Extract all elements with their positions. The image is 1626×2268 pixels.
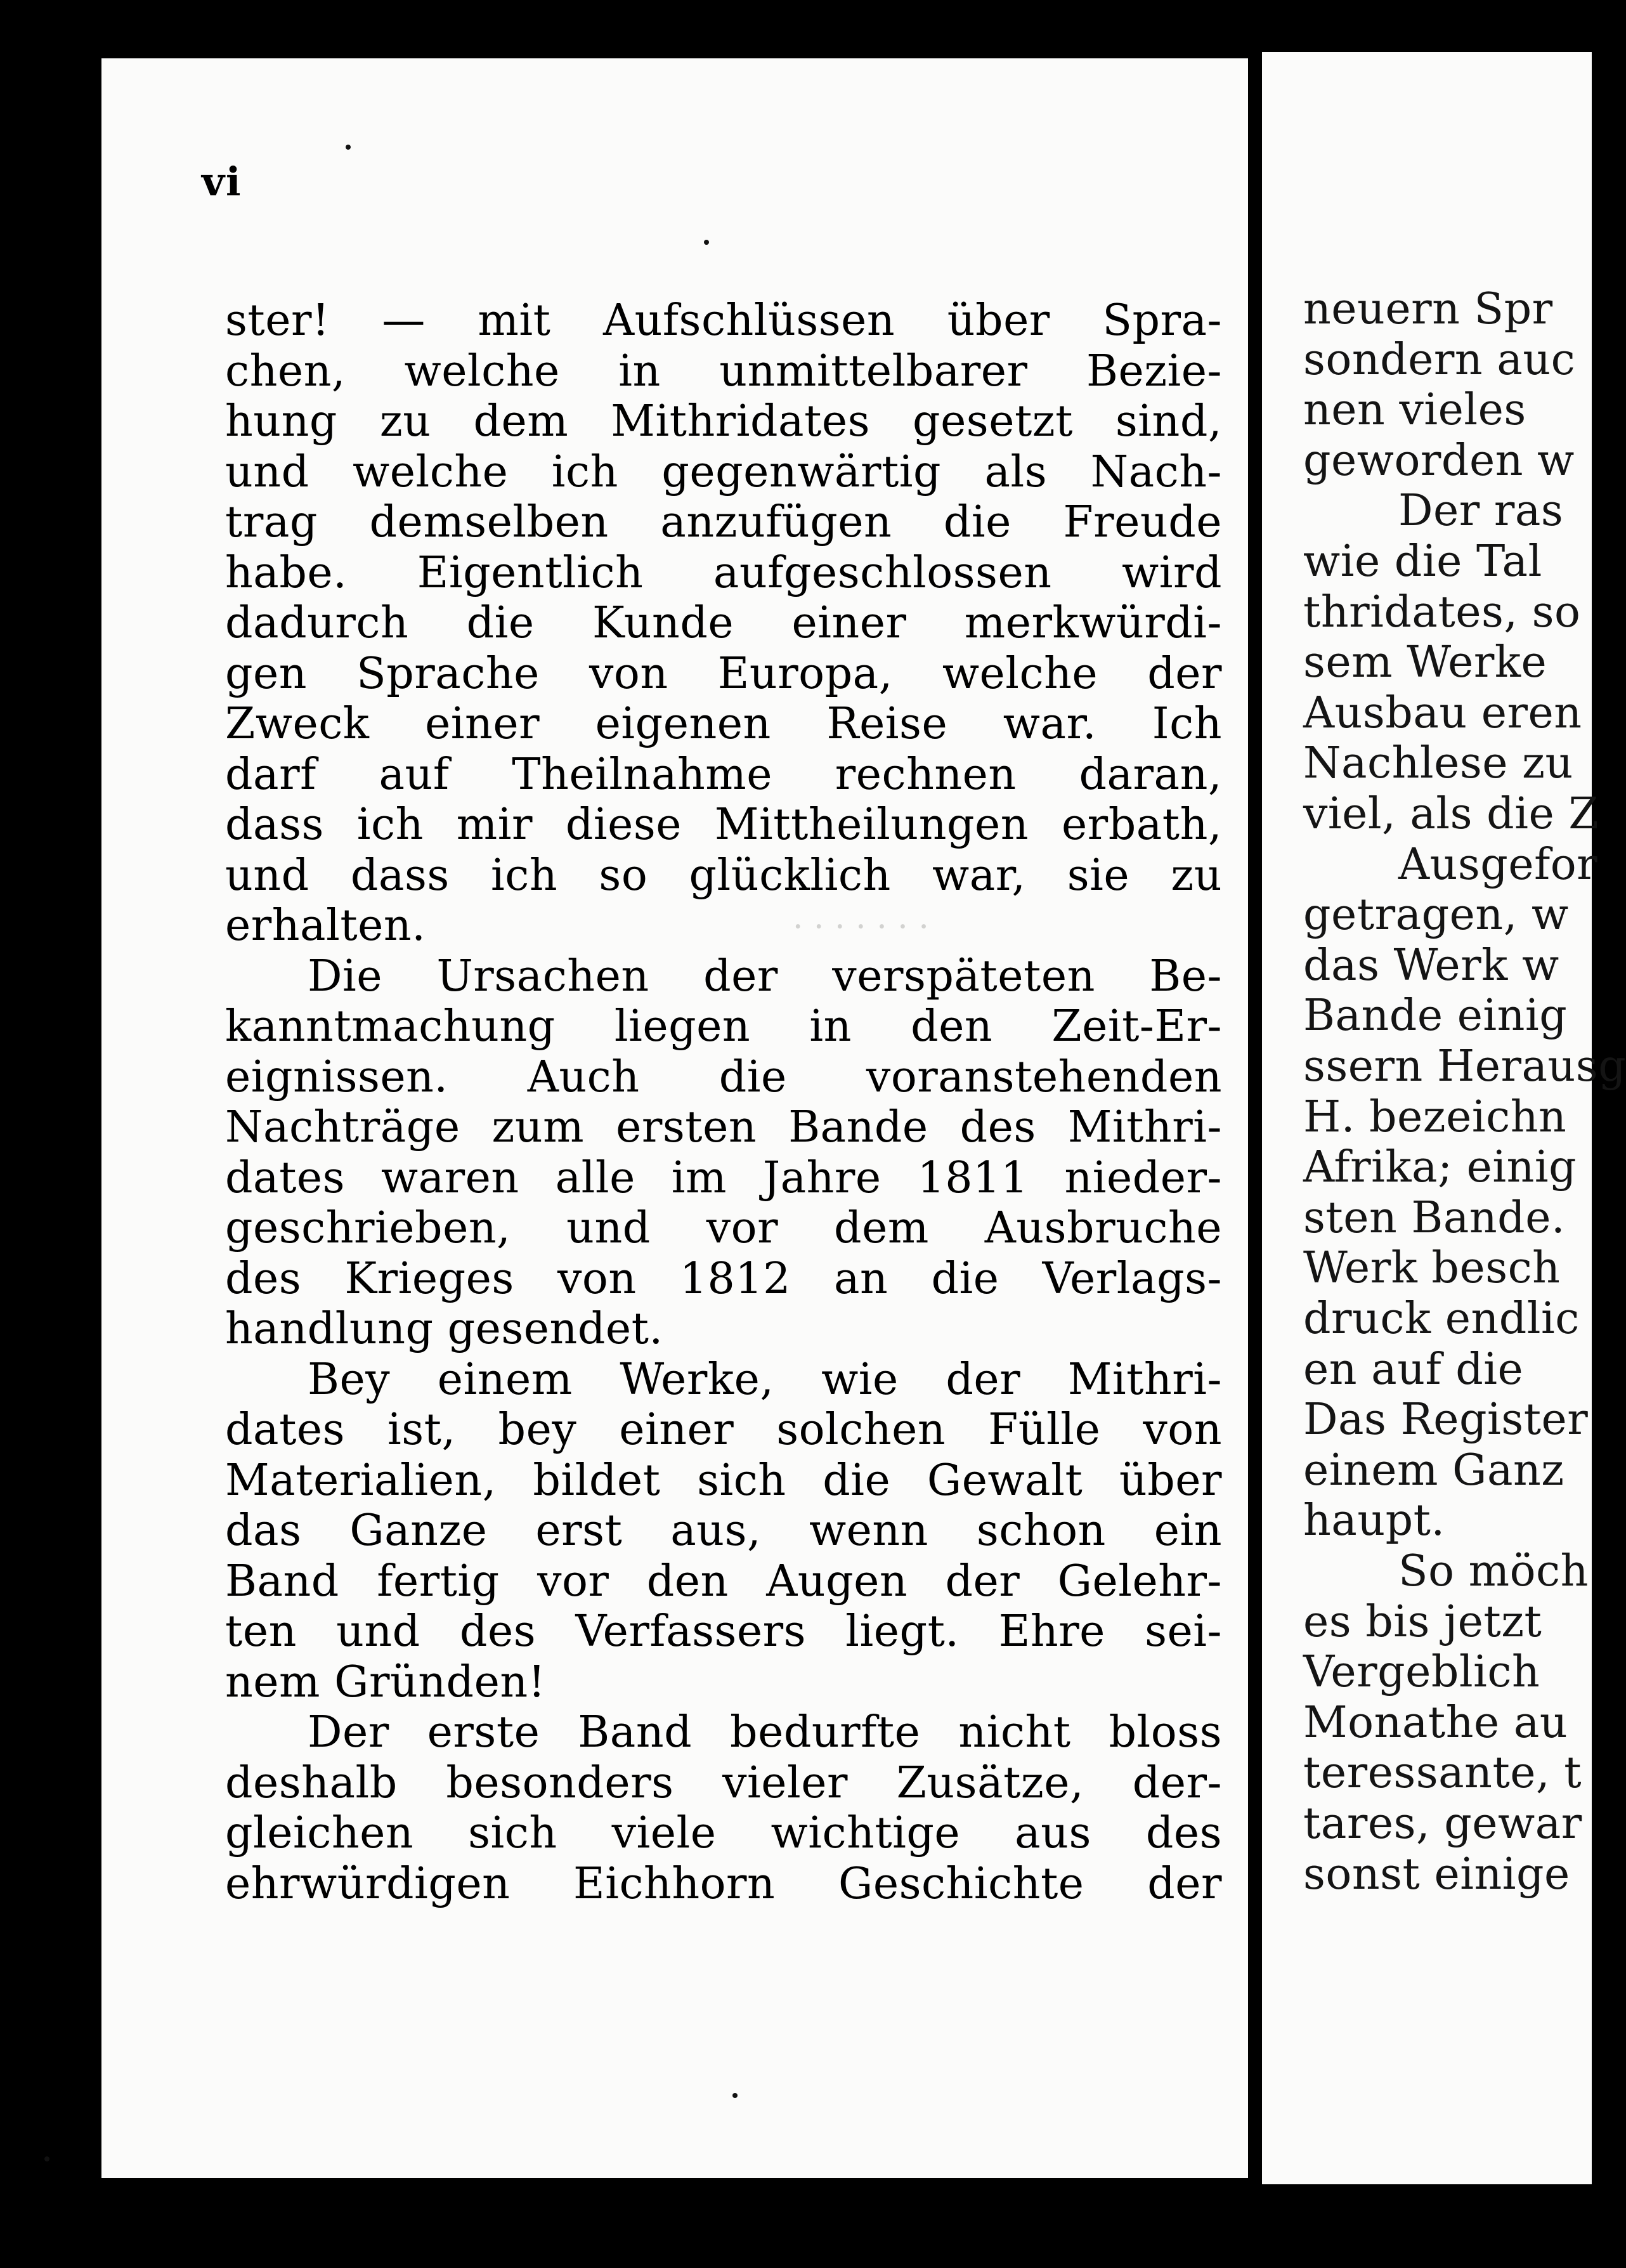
text-line: H. bezeichn [1303,1092,1567,1142]
page-number: vi [202,159,242,205]
text-line: Das Register [1303,1395,1589,1445]
text-line: und dass ich so glücklich war, sie zu [225,850,1222,901]
text-line: eignissen. Auch die voranstehenden [225,1052,1222,1102]
text-line: dates ist, bey einer solchen Fülle von [225,1405,1222,1455]
text-line: Bey einem Werke, wie der Mithri- [308,1354,1222,1405]
text-line: Bande einig [1303,991,1568,1041]
text-line: haupt. [1303,1496,1445,1546]
text-line: ssern Herausg [1303,1041,1626,1092]
text-line: dates waren alle im Jahre 1811 nieder- [225,1152,1222,1203]
ink-speck [704,240,709,245]
text-line: ten und des Verfassers liegt. Ehre sei- [225,1606,1222,1657]
text-line: Der erste Band bedurfte nicht bloss [308,1707,1222,1757]
text-line: dadurch die Kunde einer merkwürdi- [225,598,1222,648]
text-line: ster! — mit Aufschlüssen über Spra- [225,296,1222,346]
text-line: hung zu dem Mithridates gesetzt sind, [225,396,1222,446]
text-line: habe. Eigentlich aufgeschlossen wird [225,547,1222,598]
text-line: das Ganze erst aus, wenn schon ein [225,1506,1222,1556]
text-line: en auf die [1303,1344,1524,1395]
text-line: getragen, w [1303,890,1569,941]
text-line: Zweck einer eigenen Reise war. Ich [225,699,1222,749]
text-line: viel, als die Z [1303,789,1599,839]
text-line: Ausbau eren [1303,688,1582,738]
ink-speck [732,2093,738,2098]
text-line: handlung gesendet. [225,1304,663,1354]
text-line: gen Sprache von Europa, welche der [225,648,1222,699]
text-line: Nachträge zum ersten Bande des Mithri- [225,1102,1222,1152]
text-line: ehrwürdigen Eichhorn Geschichte der [225,1858,1222,1909]
text-line: Werk besch [1303,1243,1561,1294]
text-line: Band fertig vor den Augen der Gelehr- [225,1556,1222,1606]
text-line: geschrieben, und vor dem Ausbruche [225,1203,1222,1253]
text-line: gleichen sich viele wichtige aus des [225,1808,1222,1858]
text-line: sem Werke [1303,637,1547,688]
text-line: Materialien, bildet sich die Gewalt über [225,1455,1222,1506]
text-line: sonst einige [1303,1849,1570,1900]
text-line: druck endlic [1303,1294,1580,1344]
text-line: wie die Tal [1303,537,1542,587]
ink-speck [44,2156,49,2161]
text-line: trag demselben anzufügen die Freude [225,497,1222,547]
text-line: sondern auc [1303,334,1576,385]
text-line: So möch [1398,1546,1589,1596]
text-line: darf auf Theilnahme rechnen daran, [225,749,1222,800]
text-line: des Krieges von 1812 an die Verlags- [225,1253,1222,1304]
text-line: und welche ich gegenwärtig als Nach- [225,446,1222,497]
text-line: kanntmachung liegen in den Zeit-Er- [225,1001,1222,1052]
text-line: Nachlese zu [1303,738,1573,789]
text-line: sten Bande. [1303,1192,1566,1243]
text-line: nem Gründen! [225,1657,546,1707]
text-line: Der ras [1398,486,1564,537]
text-line: Vergeblich [1303,1647,1540,1698]
text-line: Ausgefor [1398,839,1598,890]
text-line: das Werk w [1303,940,1559,991]
bleed-through: · · · · · · · [793,908,929,946]
text-line: neuern Spr [1303,284,1553,334]
text-line: chen, welche in unmittelbarer Bezie- [225,346,1222,396]
text-line: Afrika; einig [1303,1142,1577,1193]
ink-speck [346,145,351,150]
text-line: Die Ursachen der verspäteten Be- [308,951,1222,1001]
text-line: Monathe au [1303,1697,1568,1748]
text-line: es bis jetzt [1303,1596,1542,1647]
text-line: tares, gewar [1303,1799,1582,1849]
text-line: teressante, t [1303,1748,1582,1799]
text-line: nen vieles [1303,385,1526,436]
text-line: thridates, so [1303,587,1581,637]
text-line: dass ich mir diese Mittheilungen erbath, [225,800,1222,850]
text-line: erhalten. [225,901,426,951]
text-line: deshalb besonders vieler Zusätze, der- [225,1757,1222,1808]
text-line: einem Ganz [1303,1445,1564,1496]
text-line: geworden w [1303,435,1575,486]
